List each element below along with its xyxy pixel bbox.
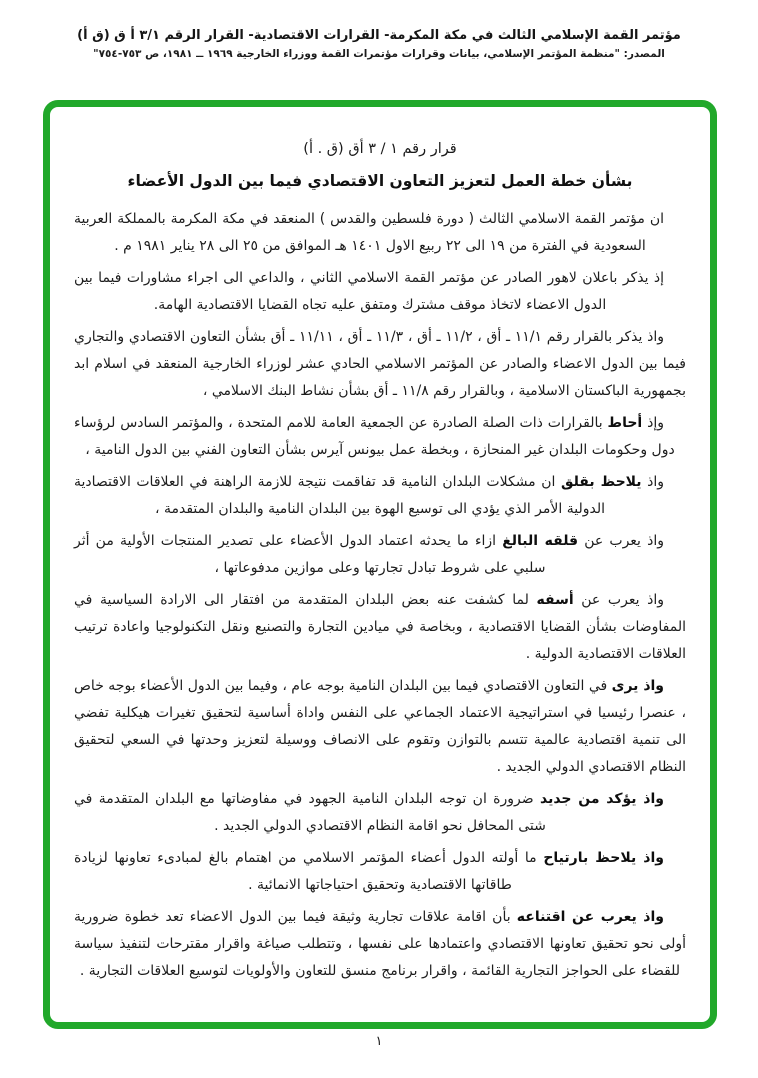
para-lead: أحاط [607,415,643,431]
para-text: ازاء ما يحدثه اعتماد الدول الأعضاء على تصدير المنتجات الأولية من أثر سلبي على شروط تبادل تجارتها وعلى موازين مدفوعاتها ، [74,533,546,576]
page-header [0,28,758,60]
paragraph [74,786,686,840]
para-pre: واذ يعرب عن [578,533,664,549]
header-title: مؤتمر القمة الإسلامي الثالث في مكة المكرمة- القرارات الاقتصادية- القرار الرقم ٣/١ أ ق (ق أ) [77,28,681,43]
paragraph [74,528,686,582]
para-lead: واذ يعرب عن اقتناعه [516,909,664,925]
green-border-frame [43,100,717,1029]
header-source: المصدر: "منظمة المؤتمر الإسلامي، بيانات وقرارات مؤتمرات القمة ووزراء الخارجية ١٩٦٩ ــ ١٩٨١، ص ٧٥٣-٧٥٤" [93,48,665,60]
para-text: بأن اقامة علاقات تجارية وثيقة فيما بين الدول الاعضاء تعد خطوة ضرورية أولى نحو تحقيق تعاونها الاقتصادي واعتمادها على نفسها ، وتتطلب صياغة واقرار مقترحات لتنفيذ سياسة للقضاء على الحواجز التجارية القائمة ، واقرار برنامج منسق للتعاون والأولويات لتوسيع العلاقات التجارية . [74,909,686,979]
paragraph [74,673,686,781]
para-text: لما كشفت عنه بعض البلدان المتقدمة من افتقار الى الارادة السياسية في المفاوضات بشأن القضايا الاقتصادية ، وبخاصة في ميادين التجارة والتصنيع ونقل التكنولوجيا واعادة ترتيب العلاقات الاقتصادية الدولية . [74,592,686,662]
resolution-number-title: قرار رقم ١ / ٣ أق (ق . أ) [303,141,457,157]
para-lead: يلاحظ بقلق [560,474,642,490]
resolution-subject-title: بشأن خطة العمل لتعزيز التعاون الاقتصادي فيما بين الدول الأعضاء [127,172,633,190]
paragraph [74,265,686,319]
para-lead: واذ يرى [611,678,665,694]
paragraph [74,469,686,523]
para-text: واذ يذكر بالقرار رقم ١١/١ ـ أق ، ١١/٢ ـ أق ، ١١/٣ ـ أق ، ١١/١١ ـ أق بشأن التعاون الاقتصادي والتجاري فيما بين الدول الاعضاء والصادر عن المؤتمر الاسلامي الحادي عشر لوزراء الخارجية المنعقد في اسلام ابد بجمهورية الباكستان الاسلامية ، وبالقرار رقم ١١/٨ ـ أق بشأن نشاط البنك الاسلامي ، [74,329,686,399]
para-pre: واذ [641,474,664,490]
para-pre: واذ يعرب عن [573,592,664,608]
para-lead: واذ يلاحظ بارتياح [543,850,664,866]
paragraph [74,904,686,985]
para-text: بالقرارات ذات الصلة الصادرة عن الجمعية العامة للامم المتحدة ، والمؤتمر السادس لرؤساء دول وحكومات البلدان غير المنحازة ، وبخطة عمل بيونس آيرس بشأن التعاون الفني بين الدول النامية ، [74,415,675,458]
paragraph [74,587,686,668]
paragraph [74,845,686,899]
para-pre: وإذ [642,415,664,431]
paragraph [74,206,686,260]
para-text: في التعاون الاقتصادي فيما بين البلدان النامية بوجه عام ، وفيما بين الدول الأعضاء بوجه خاص ، عنصرا رئيسيا في استراتيجية الاعتماد الجماعي على النفس واداة أساسية لتحقيق تغيرات هيكلية تفضي الى تنمية اقتصادية عالمية تتسم بالتوازن وتقوم على الانصاف ووسيلة لتعزيز وحدتها في السعي لتحقيق النظام الاقتصادي الدولي الجديد . [74,678,686,775]
paragraph [74,324,686,405]
para-text: ضرورة ان توجه البلدان النامية الجهود في مفاوضاتها مع البلدان المتقدمة في شتى المحافل نحو اقامة النظام الاقتصادي الدولي الجديد . [74,791,546,834]
para-text: ما أولته الدول أعضاء المؤتمر الاسلامي من اهتمام بالغ لمبادىء تعاونها لزيادة طاقاتها الاقتصادية وتحقيق احتياجاتها الانمائية . [74,850,544,893]
para-lead: واذ يؤكد من جديد [539,791,664,807]
resolution-body [74,206,686,985]
para-lead: أسفه [536,592,574,608]
page-number: ١ [375,1034,383,1049]
para-lead: قلقه البالغ [502,533,579,549]
para-text: ان مؤتمر القمة الاسلامي الثالث ( دورة فلسطين والقدس ) المنعقد في مكة المكرمة بالمملكة العربية السعودية في الفترة من ١٩ الى ٢٢ ربيع الاول ١٤٠١ هـ الموافق من ٢٥ الى ٢٨ يناير ١٩٨١ م . [74,211,664,254]
para-text: ان مشكلات البلدان النامية قد تفاقمت نتيجة للازمة الراهنة في العلاقات الاقتصادية الدولية الأمر الذي يؤدي الى توسيع الهوة بين البلدان النامية والبلدان المتقدمة ، [74,474,605,517]
para-text: إذ يذكر باعلان لاهور الصادر عن مؤتمر القمة الاسلامي الثاني ، والداعي الى اجراء مشاورات فيما بين الدول الاعضاء لاتخاذ موقف مشترك ومتفق عليه تجاه القضايا الاقتصادية الهامة. [74,270,664,313]
paragraph [74,410,686,464]
